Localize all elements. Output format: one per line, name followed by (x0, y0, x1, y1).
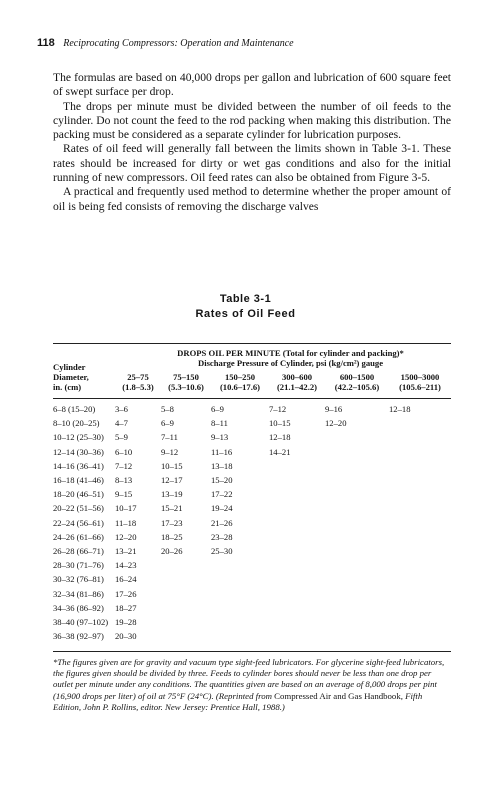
table-header-rule (53, 398, 451, 399)
row-value: 25–30 (211, 546, 233, 556)
row-value: 4–7 (115, 418, 128, 428)
stub-header-line: Cylinder (53, 362, 86, 372)
row-diameter: 10–12 (25–30) (53, 432, 104, 442)
row-diameter: 24–26 (61–66) (53, 532, 104, 542)
row-value: 14–23 (115, 560, 137, 570)
row-value: 13–19 (161, 489, 183, 499)
row-value: 6–9 (161, 418, 174, 428)
column-header-range: 600–1500 (339, 372, 375, 382)
row-value: 13–18 (211, 461, 233, 471)
row-diameter: 20–22 (51–56) (53, 503, 104, 513)
table-bottom-rule (53, 651, 451, 652)
row-value: 9–15 (115, 489, 133, 499)
row-value: 16–24 (115, 574, 137, 584)
footnote-source-title: Compressed Air and Gas Handbook (274, 690, 401, 701)
group-header: DROPS OIL PER MINUTE (Total for cylinder and packing)* (177, 348, 404, 358)
row-diameter: 38–40 (97–102) (53, 617, 109, 627)
row-value: 12–20 (325, 418, 347, 428)
column-header-range: 300–600 (281, 372, 313, 382)
row-diameter: 22–24 (56–61) (53, 518, 104, 528)
row-diameter: 28–30 (71–76) (53, 560, 104, 570)
row-value: 9–12 (161, 447, 179, 457)
row-diameter: 14–16 (36–41) (53, 461, 104, 471)
row-value: 20–30 (115, 631, 137, 641)
column-header-metric: (10.6–17.6) (219, 382, 261, 392)
column-header-range: 25–75 (127, 372, 149, 382)
footnote-text-end: , Fifth Edition, John P. Rollins, editor. New Jersey: Prentice Hall, 1988.) (53, 690, 423, 712)
row-value: 10–17 (115, 503, 137, 513)
table-top-rule (53, 343, 451, 344)
row-value: 7–12 (115, 461, 133, 471)
row-value: 12–18 (269, 432, 291, 442)
row-value: 12–18 (389, 404, 411, 414)
row-diameter: 26–28 (66–71) (53, 546, 104, 556)
row-diameter: 36–38 (92–97) (53, 631, 104, 641)
row-value: 19–24 (211, 503, 233, 513)
table-label: Table 3-1 (219, 293, 272, 305)
row-value: 7–11 (161, 432, 178, 442)
row-value: 20–26 (161, 546, 183, 556)
footnote-text: *The figures given are for gravity and vacuum type sight-feed lubricators. For glycerine sight-feed lubricators, the figures given should be divided by three. Feeds to cylinder bores should never be less than one drop per outlet per minute under any conditions. The quantities given are based on an average of 8,000 drops per pint (16,900 drops per liter) of oil at 75°F (24°C). (Reprinted from (53, 657, 445, 701)
column-header-metric: (1.8–5.3) (122, 382, 154, 392)
row-value: 6–10 (115, 447, 133, 457)
row-value: 18–27 (115, 603, 137, 613)
row-value: 17–22 (211, 489, 233, 499)
row-value: 10–15 (269, 418, 291, 428)
row-value: 11–18 (115, 518, 137, 528)
table-title: Rates of Oil Feed (195, 308, 296, 320)
row-value: 12–20 (115, 532, 137, 542)
column-header-range: 1500–3000 (400, 372, 440, 382)
paragraph: The drops per minute must be divided between the number of oil feeds to the cylinder. Do not count the feed to the rod packing when making this distribution. The packing must be considered as a separate cylinder for lubrication purposes. (53, 99, 451, 142)
row-value: 14–21 (269, 447, 291, 457)
row-value: 17–23 (161, 518, 183, 528)
row-value: 12–17 (161, 475, 183, 485)
row-value: 9–13 (211, 432, 229, 442)
column-header-range: 75–150 (173, 372, 199, 382)
row-value: 19–28 (115, 617, 137, 627)
row-value: 23–28 (211, 532, 233, 542)
row-value: 8–11 (211, 418, 228, 428)
row-value: 6–9 (211, 404, 224, 414)
table-footnote (53, 657, 451, 713)
row-value: 17–26 (115, 589, 137, 599)
page-number: 118 (37, 37, 55, 49)
row-diameter: 12–14 (30–36) (53, 447, 104, 457)
column-header-metric: (5.3–10.6) (168, 382, 204, 392)
row-diameter: 6–8 (15–20) (53, 404, 96, 414)
row-value: 11–16 (211, 447, 233, 457)
row-value: 3–6 (115, 404, 128, 414)
column-header-metric: (105.6–211) (399, 382, 441, 392)
paragraph: The formulas are based on 40,000 drops per gallon and lubrication of 600 square feet of swept surface per drop. (53, 71, 451, 99)
running-title: Reciprocating Compressors: Operation and Maintenance (63, 38, 294, 49)
body-text (53, 71, 451, 214)
row-value: 18–25 (161, 532, 183, 542)
paragraph: A practical and frequently used method to determine whether the proper amount of oil is being fed consists of removing the discharge valves (53, 185, 451, 213)
subgroup-header: Discharge Pressure of Cylinder, psi (kg/cm²) gauge (197, 358, 384, 368)
row-value: 7–12 (269, 404, 287, 414)
running-header (37, 37, 294, 49)
column-header-metric: (21.1–42.2) (276, 382, 318, 392)
row-diameter: 32–34 (81–86) (53, 589, 104, 599)
row-diameter: 18–20 (46–51) (53, 489, 104, 499)
row-value: 5–9 (115, 432, 128, 442)
row-value: 10–15 (161, 461, 183, 471)
row-diameter: 16–18 (41–46) (53, 475, 104, 485)
row-value: 15–21 (161, 503, 183, 513)
column-header-range: 150–250 (224, 372, 256, 382)
row-value: 15–20 (211, 475, 233, 485)
row-diameter: 8–10 (20–25) (53, 418, 100, 428)
row-value: 13–21 (115, 546, 137, 556)
row-value: 9–16 (325, 404, 343, 414)
paragraph: Rates of oil feed will generally fall between the limits shown in Table 3-1. These rates should be increased for dirty or wet gas conditions and also for the initial running of new compressors. Oil feed rates can also be obtained from Figure 3-5. (53, 142, 451, 185)
stub-header-line: in. (cm) (53, 382, 82, 392)
stub-header-line: Diameter, (53, 372, 89, 382)
row-value: 5–8 (161, 404, 174, 414)
row-diameter: 30–32 (76–81) (53, 574, 104, 584)
row-value: 8–13 (115, 475, 133, 485)
row-value: 21–26 (211, 518, 233, 528)
column-header-metric: (42.2–105.6) (334, 382, 380, 392)
row-diameter: 34–36 (86–92) (53, 603, 104, 613)
